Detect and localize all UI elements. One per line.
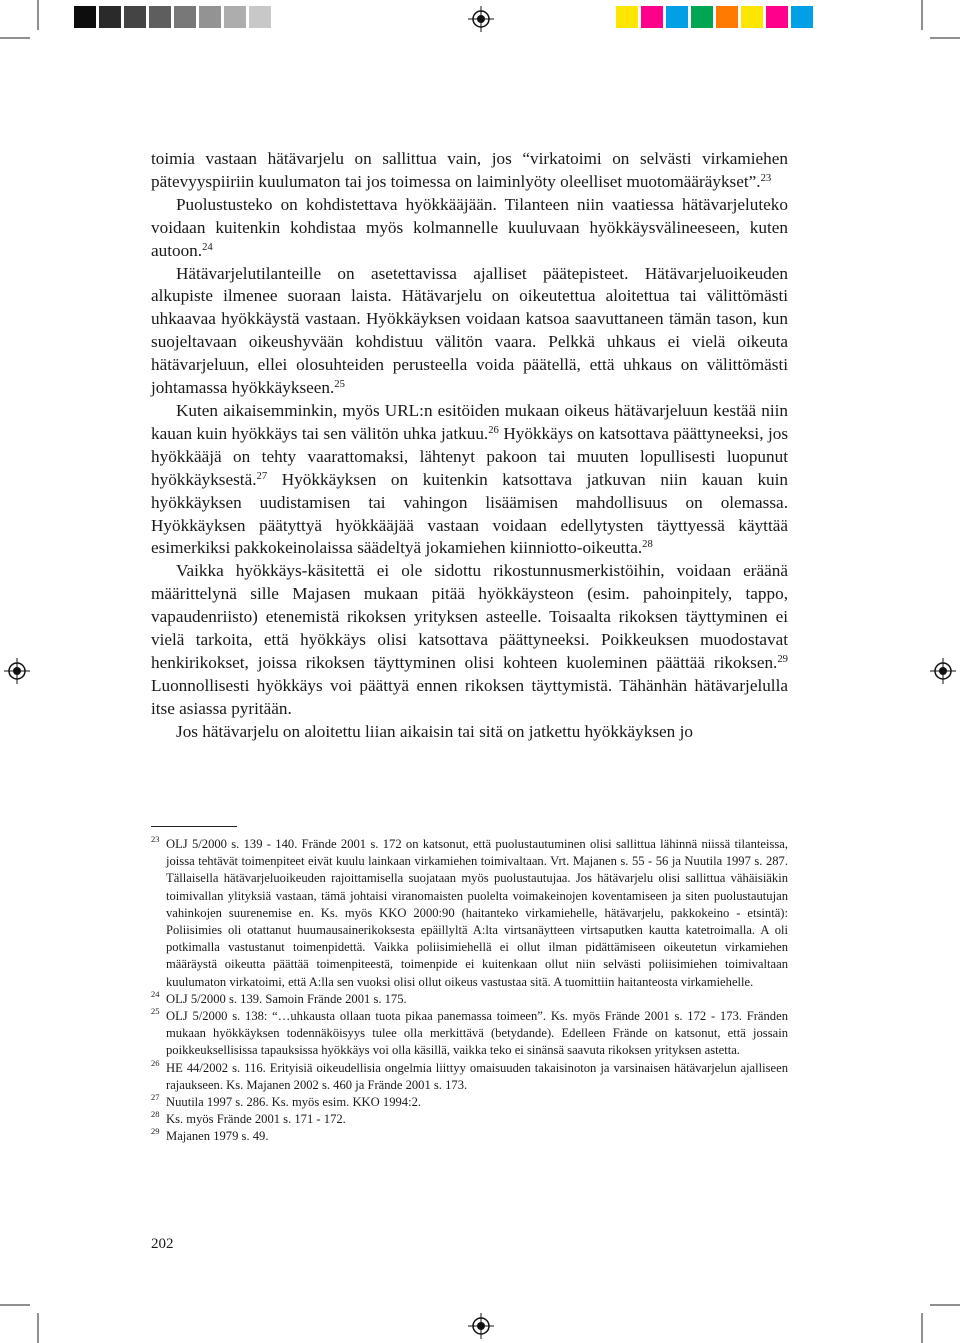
body-text <box>151 148 788 744</box>
paragraph: Puolustusteko on kohdistettava hyökkääjään. Tilanteen niin vaatiessa hätävarjeluteko voidaan kuitenkin kohdistaa myös kolmannelle kuuluvaan hyökkäysvälineeseen, kuten autoon.$^{24}$ <box>151 194 788 260</box>
footnote: 29 Majanen 1979 s. 49. <box>151 1126 269 1144</box>
footnote: 25 OLJ 5/2000 s. 138: “…uhkausta ollaan tuota pikaa panemassa toimeen”. Ks. myös Frände 2001 s. 172 - 173. Fränden mukaan hyökkäyksen todennäköisyys tulee olla merkittävä (betydande). Edelleen Frände on katsonut, että jossain poikkeuksellisissa tapauksissa hyökkäys voi olla käsillä, vaikka teko ei sinänsä saavuta rikoksen yrityksen astetta. <box>151 1006 788 1058</box>
color-swatch <box>224 6 246 28</box>
color-swatch <box>99 6 121 28</box>
footnote-ref[interactable]: 25 <box>334 379 345 391</box>
footnote-number: 25 <box>151 1006 160 1017</box>
color-swatch <box>766 6 788 28</box>
registration-mark-icon <box>4 658 30 684</box>
registration-mark-icon <box>468 1313 494 1339</box>
footnote-number: 24 <box>151 988 160 999</box>
color-swatch <box>199 6 221 28</box>
footnote: 28 Ks. myös Frände 2001 s. 171 - 172. <box>151 1109 346 1127</box>
footnote-number: 26 <box>151 1057 160 1068</box>
footnote: 23 OLJ 5/2000 s. 139 - 140. Frände 2001 s. 172 on katsonut, että puolustautuminen olisi sallittua lähinnä niissä tilanteissa, joissa tehtävät toimenpiteet eivät kuulu lainkaan virkamiehen toimivaltaan. Vrt. Majanen s. 55 - 56 ja Nuutila 1997 s. 287. Tällaisella hätävarjeluoikeuden rajoittamisella suojataan myös puolustautujaa. Jos hätävarjelu olisi sallittua vähäisiäkin toimivallan ylityksiä vastaan, tämä johtaisi viranomaisten puolelta voimakeinojen koventamiseen ja siten puolustautujan vahinkojen suurenemise en. Ks. myös KKO 2000:90 (haitanteko virkamiehelle, hätävarjelu, pakkokeino - etsintä): Poliisimies oli otattanut huumausainerikoksesta epäillyltä A:lta virtsanäytteen virtsaputken kautta katetroimalla. A oli potkimalla vastustanut toimenpidettä. Vaikka poliisimiehellä ei ollut ilman pidättämiseen oikeutetun virkamiehen määräystä oikeutta päättää toimenpiteestä, toimenpide ei kuitenkaan ollut niin selvästi poliisimiehen toimivaltaan kuulumaton virkatoimi, että A:lla sen vuoksi olisi ollut oikeus vastustaa sitä. A tuomittiin haitanteosta virkamiehelle. <box>151 834 788 989</box>
footnote: 26 HE 44/2002 s. 116. Erityisiä oikeudellisia ongelmia liittyy omaisuuden takaisinoton ja varsinaisen hätävarjelun ajalliseen rajaukseen. Ks. Majanen 2002 s. 460 ja Frände 2001 s. 173. <box>151 1057 788 1092</box>
color-swatch <box>666 6 688 28</box>
footnote-ref[interactable]: 29 <box>777 654 788 666</box>
footnote-number: 23 <box>151 834 160 844</box>
page-number: 202 <box>151 1236 174 1252</box>
footnote-divider <box>151 826 237 827</box>
footnote: 27 Nuutila 1997 s. 286. Ks. myös esim. KKO 1994:2. <box>151 1092 422 1110</box>
color-swatch <box>124 6 146 28</box>
footnote-ref[interactable]: 23 <box>760 173 772 185</box>
color-swatch <box>249 6 271 28</box>
color-swatch <box>791 6 813 28</box>
footnote-ref[interactable]: 27 <box>256 470 268 482</box>
registration-mark-icon <box>930 658 956 684</box>
footnote-number: 28 <box>151 1109 160 1120</box>
paragraph: Jos hätävarjelu on aloitettu liian aikaisin tai sitä on jatkettu hyökkäyksen jo <box>176 721 693 741</box>
paragraph: Kuten aikaisemminkin, myös URL:n esitöiden mukaan oikeus hätävarjeluun kestää niin kauan kuin hyökkäys tai sen välitön uhka jatkuu.$^{26}$ Hyökkäys on katsottava päättyneeksi, jos hyökkääjä on tehty vaarattomaksi, lähtenyt pakoon tai muuten lopullisesti luopunut hyökkäyksestä.$^{27}$ Hyökkäyksen on kuitenkin katsottava jatkuvan niin kauan kuin hyökkäyksen uudistamisen tai vahingon lisäämisen mahdollisuus on olemassa. Hyökkäyksen päätyttyä hyökkääjää vastaan voidaan edellytysten täyttyessä käyttää esimerkiksi pakkokeinolaissa säädeltyä jokamiehen kiinniotto-oikeutta.$^{28}$ <box>151 400 789 558</box>
paragraph: toimia vastaan hätävarjelu on sallittua vain, jos “virkatoimi on selvästi virkamiehen pätevyyspiiriin kuulumaton tai jos toimessa on laiminlyöty oleelliset muotomääräykset”.$^{23}$ <box>151 149 788 191</box>
color-swatch <box>174 6 196 28</box>
footnote-ref[interactable]: 28 <box>642 539 653 551</box>
registration-mark-icon <box>468 6 494 32</box>
color-swatch <box>716 6 738 28</box>
paragraph: Vaikka hyökkäys-käsitettä ei ole sidottu rikostunnusmerkistöihin, voidaan eräänä määrittelynä sille Majasen mukaan pitää hyökkäysteon (esim. pahoinpitely, tappo, vapaudenriisto) etenemistä rikoksen yrityksen asteelle. Toisaalta rikoksen täyttyminen ei vielä tarkoita, että hyökkäys olisi katsottava päättyneeksi. Poikkeuksen muodostavat henkirikokset, joissa rikoksen täyttyminen olisi kohteen kuoleminen päättää rikoksen.$^{29}$ Luonnollisesti hyökkäys voi päättyä ennen rikoksen täyttymistä. Tähänhän hätävarjelulla itse asiassa pyritään. <box>151 561 788 718</box>
paragraph: Hätävarjelutilanteille on asetettavissa ajalliset päätepisteet. Hätävarjeluoikeuden alkupiste ilmenee suoraan laista. Hätävarjelu on oikeutettua aloitettua tai välittömästi uhkaavaa hyökkäystä vastaan. Hyökkäyksen voidaan katsoa saavuttaneen tämän tason, kun suojeltavaan oikeushyvään kohdistuu välitön vaara. Pelkkä uhkaus ei vielä oikeuta hätävarjeluun, ellei olosuhteiden perusteella voida päätellä, että uhkaus on välittömästi johtamassa hyökkäykseen.$^{25}$ <box>151 263 788 398</box>
footnote: 24 OLJ 5/2000 s. 139. Samoin Frände 2001 s. 175. <box>151 988 407 1006</box>
footnotes <box>151 836 788 1146</box>
footnote-number: 27 <box>151 1092 160 1103</box>
color-swatch <box>641 6 663 28</box>
footnote-ref[interactable]: 24 <box>202 241 213 253</box>
color-swatch <box>149 6 171 28</box>
color-swatch <box>741 6 763 28</box>
color-swatch <box>691 6 713 28</box>
footnote-ref[interactable]: 26 <box>488 425 499 437</box>
color-swatch <box>616 6 638 28</box>
footnote-number: 29 <box>151 1126 160 1137</box>
color-swatch <box>74 6 96 28</box>
